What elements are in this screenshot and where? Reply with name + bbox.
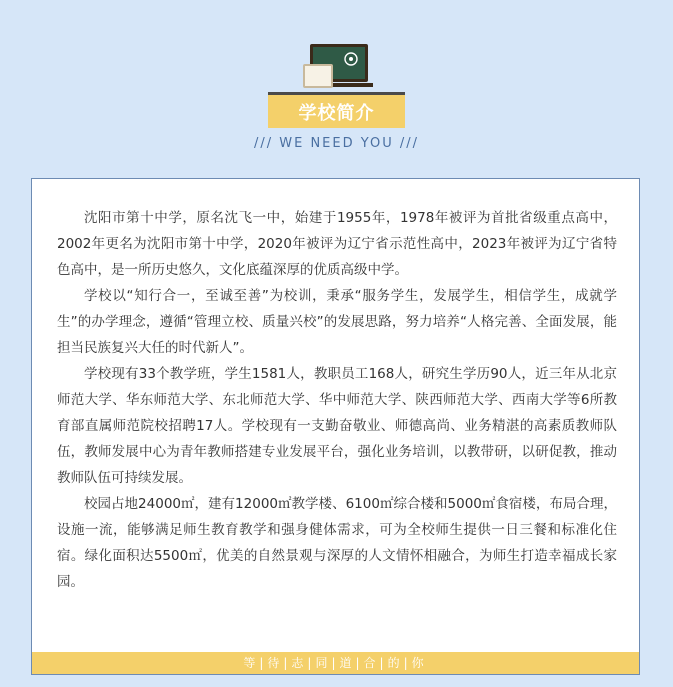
title-banner <box>268 92 405 128</box>
page-subtitle: /// WE NEED YOU /// <box>253 136 420 151</box>
intro-content <box>57 205 617 595</box>
book-icon <box>303 64 333 88</box>
paragraph-philosophy: 学校以“知行合一，至诚至善”为校训，秉承“服务学生，发展学生，相信学生，成就学生”的办学理念，遵循“管理立校、质量兴校”的发展思路，努力培养“人格完善、全面发展，能担当民族复兴大任的时代新人”。 <box>57 288 617 356</box>
intro-card <box>31 178 640 675</box>
paragraph-faculty: 学校现有33个教学班，学生1581人，教职员工168人，研究生学历90人，近三年从北京师范大学、华东师范大学、东北师范大学、华中师范大学、陕西师范大学、西南大学等6所教育部直属师范院校招聘17人。学校现有一支勤奋敬业、师德高尚、业务精湛的高素质教师队伍，教师发展中心为青年教师搭建专业发展平台，强化业务培训，以教带研，以研促教，推动教师队伍可持续发展。 <box>57 366 617 486</box>
header <box>0 0 673 178</box>
paragraph-history: 沈阳市第十中学，原名沈飞一中，始建于1955年，1978年被评为首批省级重点高中，2002年更名为沈阳市第十中学，2020年被评为辽宁省示范性高中，2023年被评为辽宁省特色高中，是一所历史悠久，文化底蕴深厚的优质高级中学。 <box>57 210 617 278</box>
page-title: 学校简介 <box>298 102 375 124</box>
paragraph-campus: 校园占地24000㎡，建有12000㎡教学楼、6100㎡综合楼和5000㎡食宿楼，布局合理，设施一流，能够满足师生教育教学和强身健体需求，可为全校师生提供一日三餐和标准化住宿。绿化面积达5500㎡，优美的自然景观与深厚的人文情怀相融合，为师生打造幸福成长家园。 <box>57 496 617 590</box>
footer-banner: 等|待|志|同|道|合|的|你 <box>32 652 639 674</box>
